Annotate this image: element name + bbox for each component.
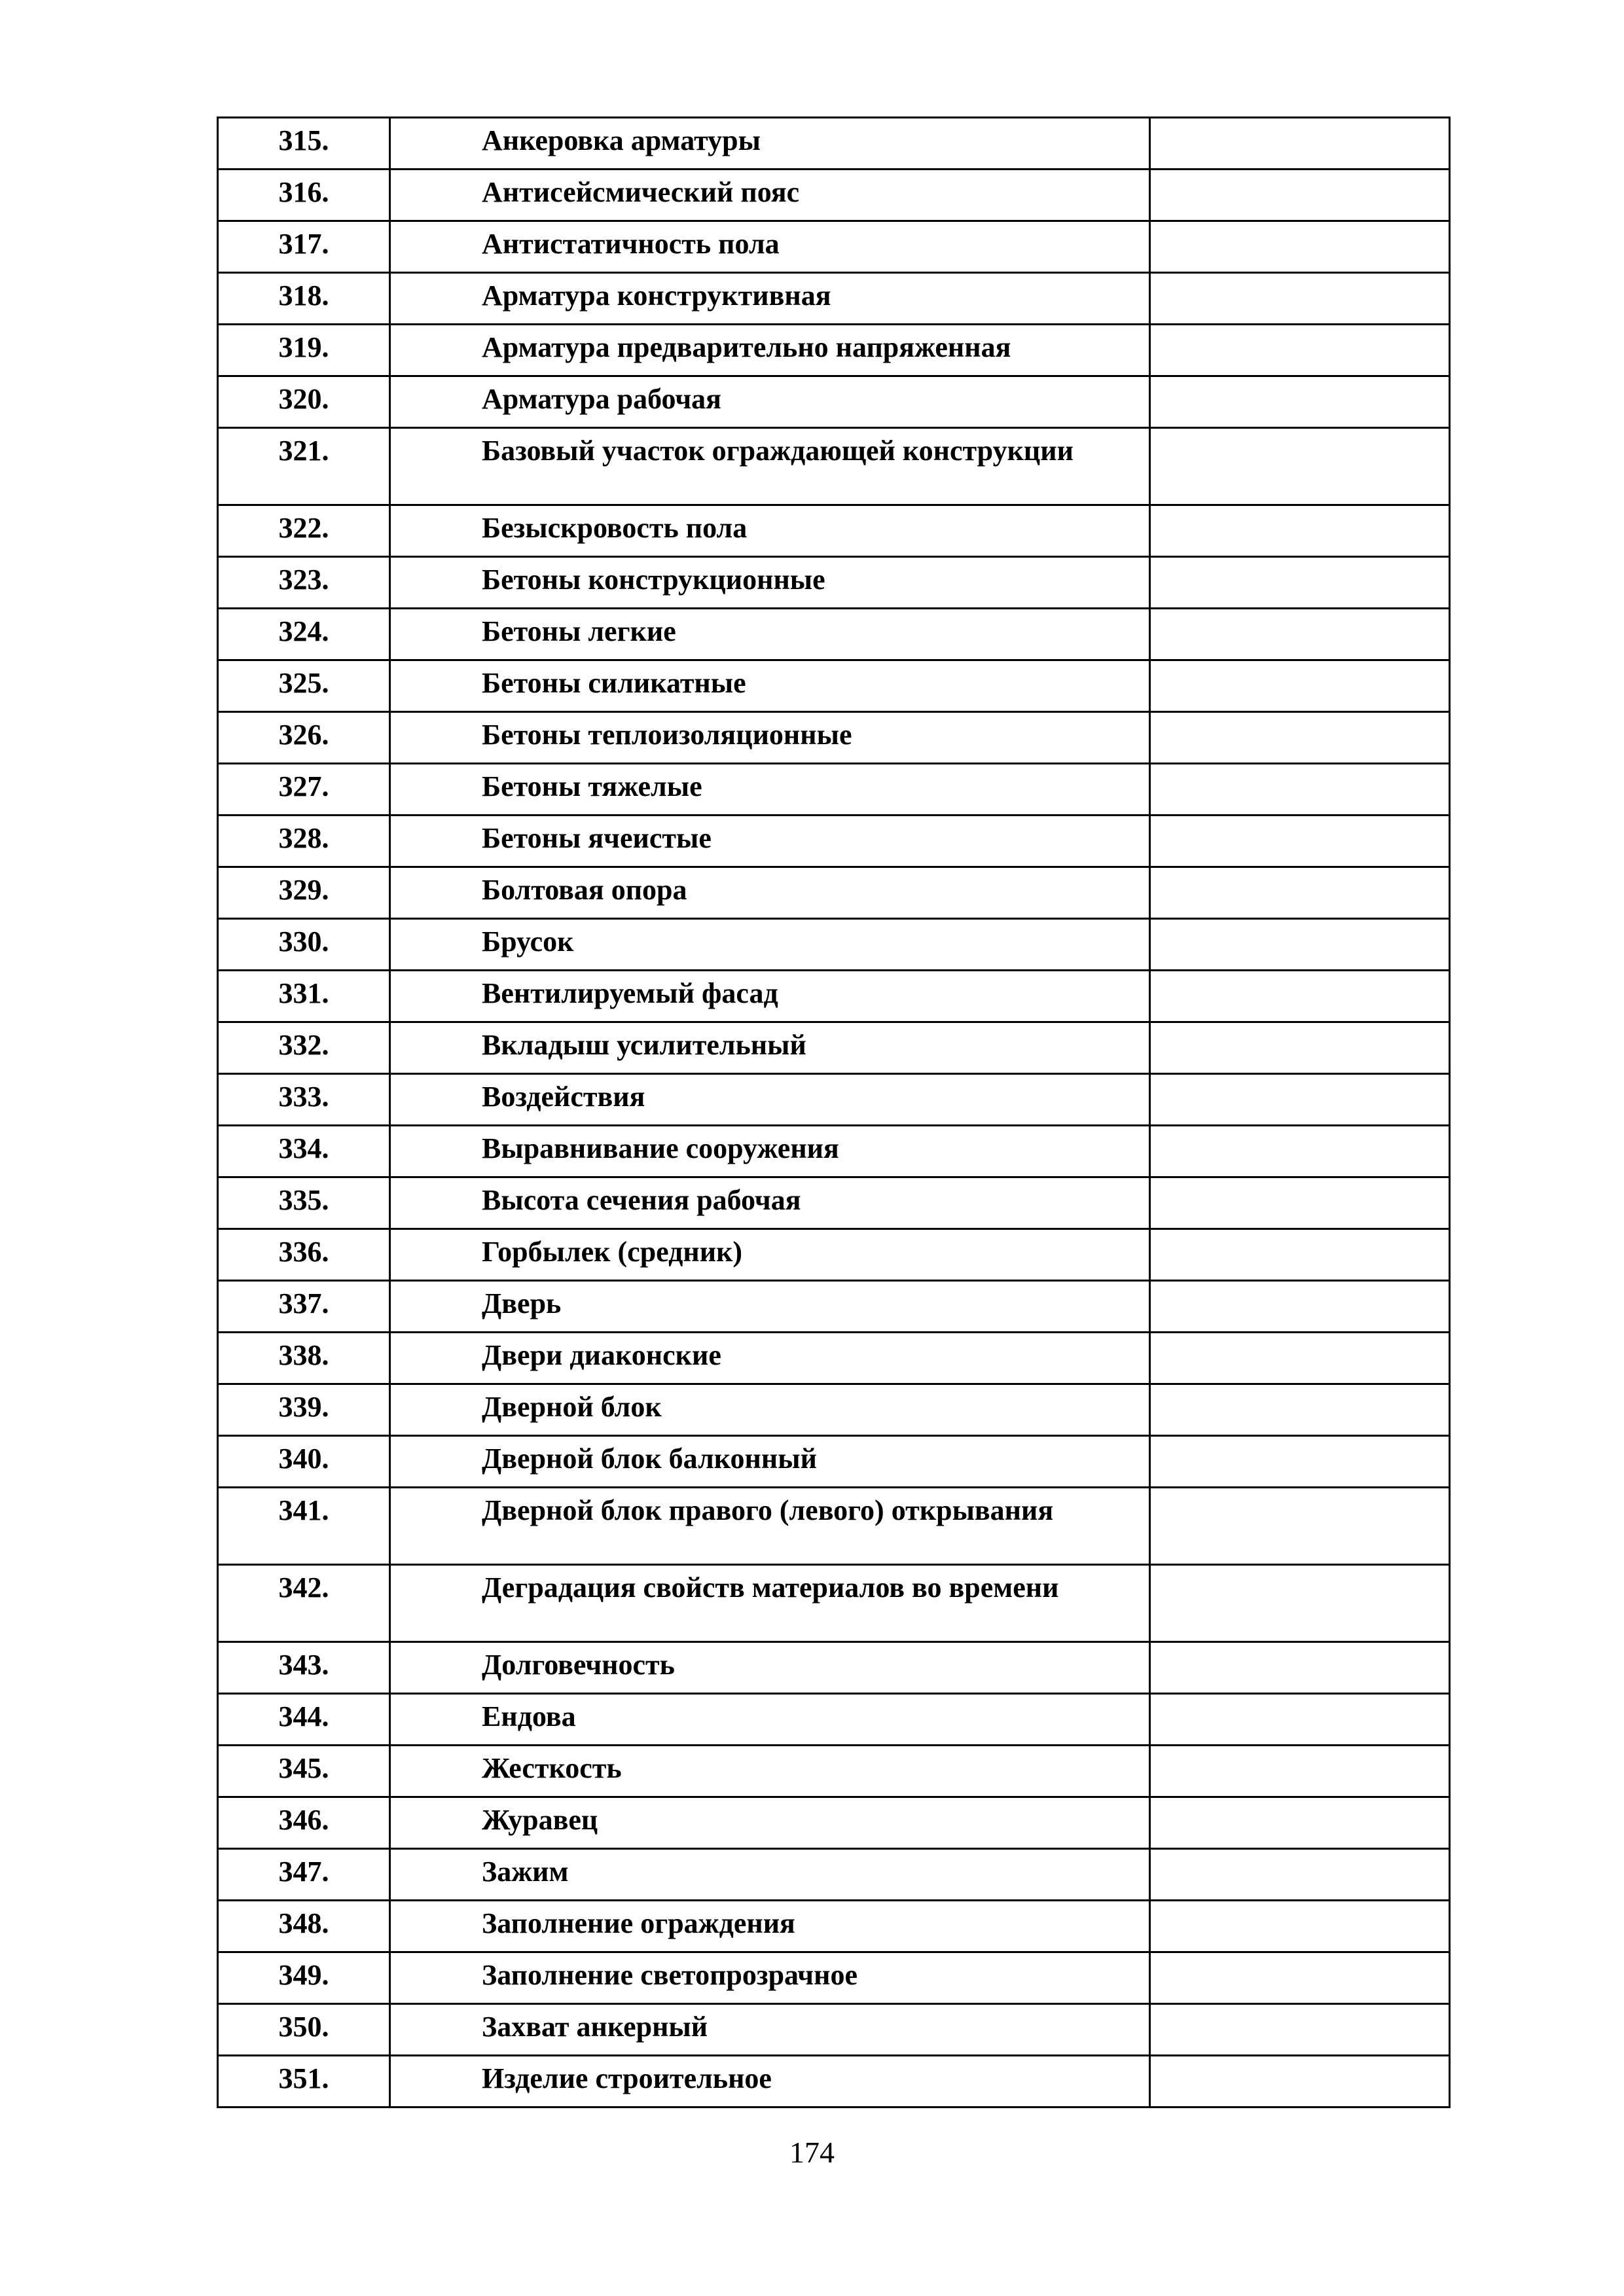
table-row xyxy=(218,376,1450,428)
row-number: 350. xyxy=(218,2004,390,2056)
row-number: 345. xyxy=(218,1746,390,1797)
table-row xyxy=(218,919,1450,971)
term-cell: Воздействия xyxy=(390,1074,1150,1126)
term-cell: Дверной блок балконный xyxy=(390,1436,1150,1488)
term-cell: Бетоны тяжелые xyxy=(390,764,1150,816)
definition-cell xyxy=(1150,221,1450,273)
table-row xyxy=(218,609,1450,660)
table-row xyxy=(218,867,1450,919)
term-cell: Высота сечения рабочая xyxy=(390,1177,1150,1229)
term-cell: Антисейсмический пояс xyxy=(390,170,1150,221)
definition-cell xyxy=(1150,1565,1450,1642)
row-number: 337. xyxy=(218,1281,390,1333)
definition-cell xyxy=(1150,712,1450,764)
table-row xyxy=(218,1384,1450,1436)
row-number: 328. xyxy=(218,816,390,867)
row-number: 330. xyxy=(218,919,390,971)
term-cell: Захват анкерный xyxy=(390,2004,1150,2056)
row-number: 342. xyxy=(218,1565,390,1642)
row-number: 317. xyxy=(218,221,390,273)
row-number: 347. xyxy=(218,1849,390,1901)
row-number: 349. xyxy=(218,1952,390,2004)
definition-cell xyxy=(1150,376,1450,428)
table-row xyxy=(218,273,1450,325)
row-number: 338. xyxy=(218,1333,390,1384)
row-number: 315. xyxy=(218,118,390,170)
term-cell: Заполнение ограждения xyxy=(390,1901,1150,1952)
table-row xyxy=(218,170,1450,221)
table-row xyxy=(218,557,1450,609)
term-cell: Заполнение светопрозрачное xyxy=(390,1952,1150,2004)
term-cell: Арматура рабочая xyxy=(390,376,1150,428)
term-cell: Дверной блок правого (левого) открывания xyxy=(390,1488,1150,1565)
term-cell: Дверной блок xyxy=(390,1384,1150,1436)
row-number: 329. xyxy=(218,867,390,919)
term-cell: Бетоны ячеистые xyxy=(390,816,1150,867)
table-row xyxy=(218,660,1450,712)
definition-cell xyxy=(1150,505,1450,557)
table-row xyxy=(218,2056,1450,2108)
table-row xyxy=(218,1281,1450,1333)
table-row xyxy=(218,1488,1450,1565)
glossary-table xyxy=(217,117,1451,2108)
row-number: 325. xyxy=(218,660,390,712)
term-cell: Горбылек (средник) xyxy=(390,1229,1150,1281)
row-number: 331. xyxy=(218,971,390,1022)
term-cell: Бетоны конструкционные xyxy=(390,557,1150,609)
definition-cell xyxy=(1150,1488,1450,1565)
row-number: 336. xyxy=(218,1229,390,1281)
row-number: 346. xyxy=(218,1797,390,1849)
term-cell: Жесткость xyxy=(390,1746,1150,1797)
term-cell: Бетоны легкие xyxy=(390,609,1150,660)
row-number: 334. xyxy=(218,1126,390,1177)
row-number: 340. xyxy=(218,1436,390,1488)
table-row xyxy=(218,2004,1450,2056)
table-row xyxy=(218,428,1450,505)
row-number: 318. xyxy=(218,273,390,325)
table-row xyxy=(218,325,1450,376)
definition-cell xyxy=(1150,1849,1450,1901)
definition-cell xyxy=(1150,170,1450,221)
term-cell: Бетоны силикатные xyxy=(390,660,1150,712)
row-number: 319. xyxy=(218,325,390,376)
definition-cell xyxy=(1150,1952,1450,2004)
definition-cell xyxy=(1150,557,1450,609)
row-number: 324. xyxy=(218,609,390,660)
row-number: 351. xyxy=(218,2056,390,2108)
definition-cell xyxy=(1150,1436,1450,1488)
row-number: 343. xyxy=(218,1642,390,1694)
row-number: 321. xyxy=(218,428,390,505)
definition-cell xyxy=(1150,764,1450,816)
definition-cell xyxy=(1150,325,1450,376)
table-row xyxy=(218,118,1450,170)
definition-cell xyxy=(1150,609,1450,660)
term-cell: Вентилируемый фасад xyxy=(390,971,1150,1022)
definition-cell xyxy=(1150,1746,1450,1797)
row-number: 335. xyxy=(218,1177,390,1229)
term-cell: Вкладыш усилительный xyxy=(390,1022,1150,1074)
definition-cell xyxy=(1150,1333,1450,1384)
table-row xyxy=(218,971,1450,1022)
term-cell: Зажим xyxy=(390,1849,1150,1901)
table-row xyxy=(218,1565,1450,1642)
table-row xyxy=(218,1022,1450,1074)
row-number: 344. xyxy=(218,1694,390,1746)
term-cell: Ендова xyxy=(390,1694,1150,1746)
table-row xyxy=(218,712,1450,764)
table-row xyxy=(218,1642,1450,1694)
table-row xyxy=(218,1901,1450,1952)
definition-cell xyxy=(1150,273,1450,325)
row-number: 348. xyxy=(218,1901,390,1952)
term-cell: Двери диаконские xyxy=(390,1333,1150,1384)
term-cell: Антистатичность пола xyxy=(390,221,1150,273)
table-row xyxy=(218,816,1450,867)
definition-cell xyxy=(1150,1229,1450,1281)
row-number: 320. xyxy=(218,376,390,428)
table-row xyxy=(218,1797,1450,1849)
definition-cell xyxy=(1150,660,1450,712)
term-cell: Анкеровка арматуры xyxy=(390,118,1150,170)
table-row xyxy=(218,1177,1450,1229)
row-number: 332. xyxy=(218,1022,390,1074)
term-cell: Долговечность xyxy=(390,1642,1150,1694)
term-cell: Арматура предварительно напряженная xyxy=(390,325,1150,376)
term-cell: Базовый участок ограждающей конструкции xyxy=(390,428,1150,505)
term-cell: Арматура конструктивная xyxy=(390,273,1150,325)
row-number: 339. xyxy=(218,1384,390,1436)
definition-cell xyxy=(1150,428,1450,505)
term-cell: Дверь xyxy=(390,1281,1150,1333)
term-cell: Журавец xyxy=(390,1797,1150,1849)
glossary-rows xyxy=(218,118,1450,2108)
term-cell: Деградация свойств материалов во времени xyxy=(390,1565,1150,1642)
definition-cell xyxy=(1150,1694,1450,1746)
definition-cell xyxy=(1150,1384,1450,1436)
row-number: 326. xyxy=(218,712,390,764)
table-row xyxy=(218,1746,1450,1797)
definition-cell xyxy=(1150,1901,1450,1952)
definition-cell xyxy=(1150,1126,1450,1177)
definition-cell xyxy=(1150,1177,1450,1229)
row-number: 323. xyxy=(218,557,390,609)
table-row xyxy=(218,1074,1450,1126)
page-number: 174 xyxy=(789,2136,835,2169)
term-cell: Бетоны теплоизоляционные xyxy=(390,712,1150,764)
table-row xyxy=(218,1333,1450,1384)
table-row xyxy=(218,221,1450,273)
table-row xyxy=(218,1694,1450,1746)
table-row xyxy=(218,1952,1450,2004)
definition-cell xyxy=(1150,1281,1450,1333)
definition-cell xyxy=(1150,919,1450,971)
term-cell: Изделие строительное xyxy=(390,2056,1150,2108)
row-number: 333. xyxy=(218,1074,390,1126)
term-cell: Безыскровость пола xyxy=(390,505,1150,557)
row-number: 322. xyxy=(218,505,390,557)
row-number: 316. xyxy=(218,170,390,221)
definition-cell xyxy=(1150,118,1450,170)
definition-cell xyxy=(1150,1642,1450,1694)
table-row xyxy=(218,1229,1450,1281)
definition-cell xyxy=(1150,1797,1450,1849)
definition-cell xyxy=(1150,2004,1450,2056)
term-cell: Брусок xyxy=(390,919,1150,971)
definition-cell xyxy=(1150,2056,1450,2108)
definition-cell xyxy=(1150,816,1450,867)
table-row xyxy=(218,1436,1450,1488)
row-number: 341. xyxy=(218,1488,390,1565)
definition-cell xyxy=(1150,1022,1450,1074)
term-cell: Болтовая опора xyxy=(390,867,1150,919)
definition-cell xyxy=(1150,971,1450,1022)
table-row xyxy=(218,1849,1450,1901)
definition-cell xyxy=(1150,1074,1450,1126)
table-row xyxy=(218,505,1450,557)
term-cell: Выравнивание сооружения xyxy=(390,1126,1150,1177)
table-row xyxy=(218,764,1450,816)
table-row xyxy=(218,1126,1450,1177)
definition-cell xyxy=(1150,867,1450,919)
row-number: 327. xyxy=(218,764,390,816)
